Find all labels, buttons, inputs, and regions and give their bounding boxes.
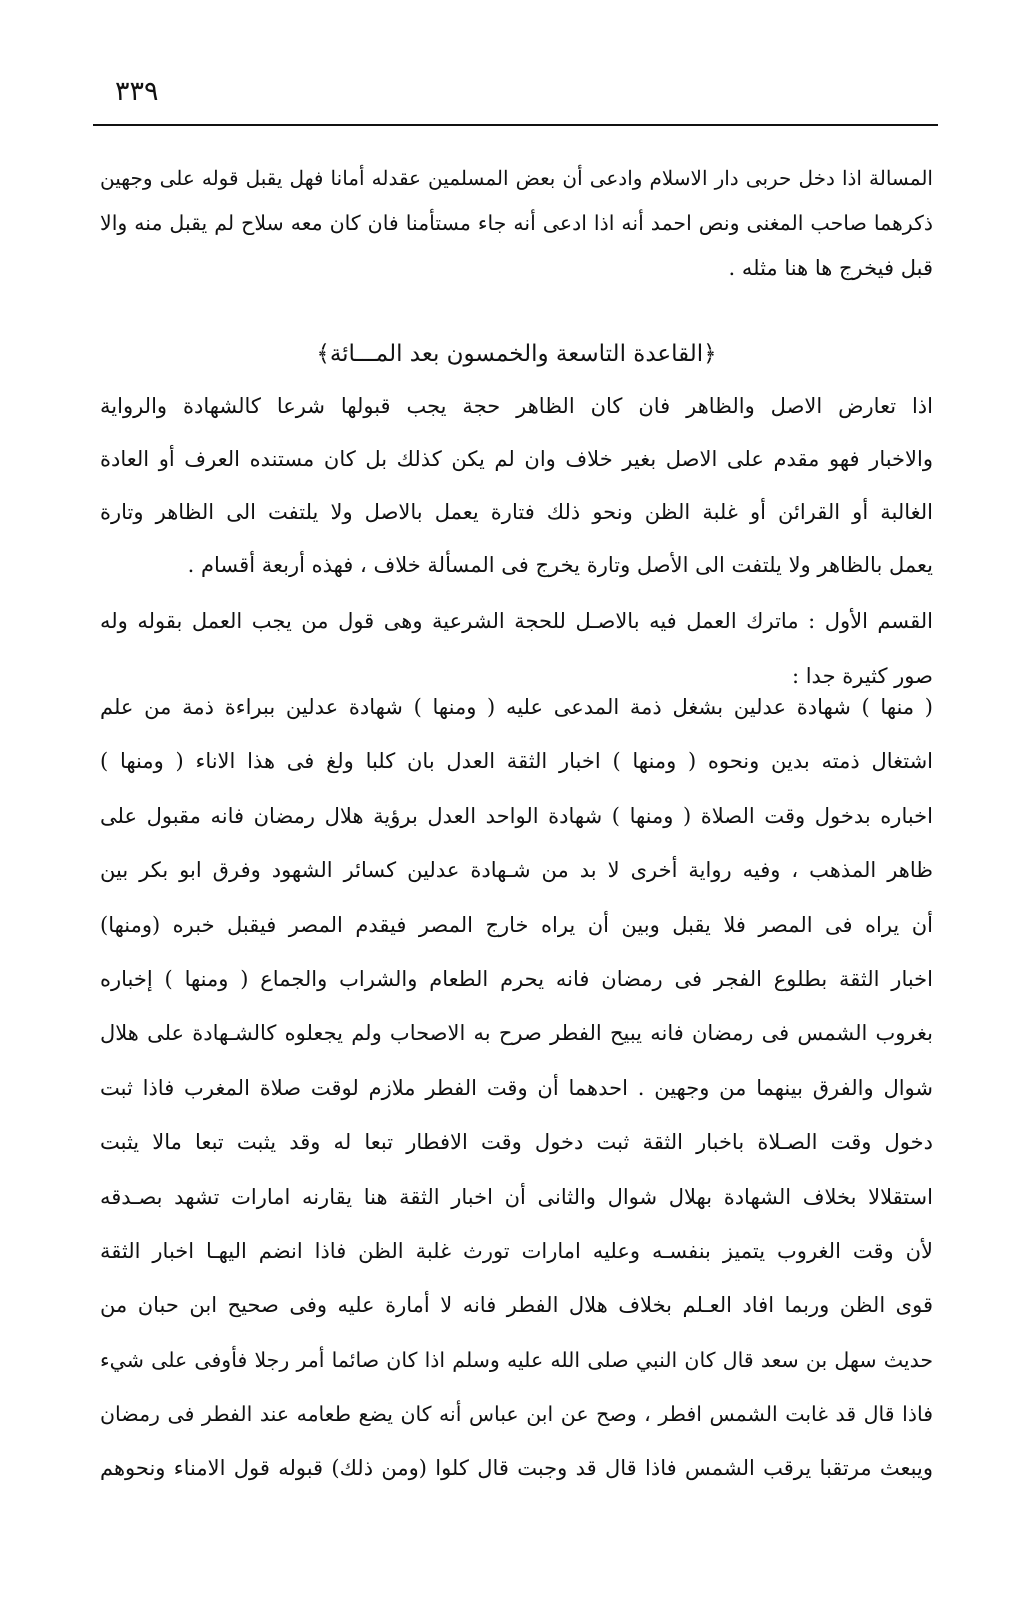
text-line: اشتغال ذمته بدين ونحوه ( ومنها ) اخبار الثقة العدل بان كلبا ولغ فى هذا الاناء ( ومنها ): [100, 749, 933, 774]
text-line: شوال والفرق بينهما من وجهين . احدهما أن وقت الفطر ملازم لوقت صلاة المغرب فاذا ثبت: [100, 1075, 933, 1100]
text-line: قبل فيخرج ها هنا مثله .: [728, 256, 933, 280]
header-rule: [93, 124, 938, 126]
text-line: لأن وقت الغروب يتميز بنفسـه وعليه امارات تورث غلبة الظن فاذا انضم اليهـا اخبار الثقة: [100, 1238, 933, 1263]
intro-paragraph: [100, 156, 933, 291]
text-line: ويبعث مرتقبا يرقب الشمس فاذا قال قد وجبت قال كلوا (ومن ذلك) قبوله قول الامناء ونحوهم: [100, 1456, 933, 1481]
text-line: اذا تعارض الاصل والظاهر فان كان الظاهر حجة يجب قبولها شرعا كالشهادة والرواية: [100, 394, 933, 418]
text-line: ظاهر المذهب ، وفيه رواية أخرى لا بد من شـهادة عدلين كسائر الشهود وفرق ابو بكر بين: [100, 858, 933, 883]
text-line: المسالة اذا دخل حربى دار الاسلام وادعى أن بعض المسلمين عقدله أمانا فهل يقبل قوله على وجهين: [100, 166, 933, 190]
text-line: الغالبة أو القرائن أو غلبة الظن ونحو ذلك فتارة يعمل بالاصل ولا يلتفت الى الظاهر وتارة: [100, 500, 933, 524]
text-line: أن يراه فى المصر فلا يقبل وبين أن يراه خارج المصر فيقدم المصر فيقبل خبره (ومنها): [100, 912, 933, 937]
text-line: بغروب الشمس فى رمضان فانه يبيح الفطر صرح به الاصحاب ولم يجعلوه كالشـهادة على هلال: [100, 1021, 933, 1046]
text-line: ( منها ) شهادة عدلين بشغل ذمة المدعى عليه ( ومنها ) شهادة عدلين ببراءة ذمة من علم: [100, 695, 933, 719]
examples-paragraph: [100, 680, 933, 1496]
text-line: اخبار الثقة بطلوع الفجر فى رمضان فانه يحرم الطعام والشراب والجماع ( ومنها ) إخباره: [100, 966, 933, 991]
text-line: والاخبار فهو مقدم على الاصل بغير خلاف وان لم يكن كذلك بل كان مستنده العرف أو العادة: [100, 447, 933, 471]
text-line: فاذا قال قد غابت الشمس افطر ، وصح عن ابن عباس أنه كان يضع طعامه عند الفطر فى رمضان: [100, 1402, 933, 1427]
rule-paragraph: [100, 380, 933, 592]
text-line: حديث سهل بن سعد قال كان النبي صلى الله عليه وسلم اذا كان صائما أمر رجلا فأوفى على شيء: [100, 1347, 933, 1372]
text-line: القسم الأول : ماترك العمل فيه بالاصـل للحجة الشرعية وهى قول من يجب العمل بقوله وله: [100, 609, 933, 633]
text-line: استقلالا بخلاف الشهادة بهلال شوال والثانى أن اخبار الثقة هنا يقارنه امارات تشهد بصـدقه: [100, 1184, 933, 1209]
text-line: ذكرهما صاحب المغنى ونص احمد أنه اذا ادعى أنه جاء مستأمنا فان كان معه سلاح لم يقبل منه والا: [100, 211, 933, 235]
text-line: قوى الظن وربما افاد العـلم بخلاف هلال الفطر فانه لا أمارة عليه وفى صحيح ابن حبان من: [100, 1293, 933, 1318]
text-line: اخباره بدخول وقت الصلاة ( ومنها ) شهادة الواحد العدل برؤية هلال رمضان فانه مقبول على: [100, 803, 933, 828]
rule-heading: ﴿القاعدة التاسعة والخمسون بعد المـــائة﴾: [316, 341, 717, 367]
text-line: دخول وقت الصـلاة باخبار الثقة ثبت دخول وقت الافطار تبعا له وقد يثبت تبعا مالا يثبت: [100, 1130, 933, 1155]
text-line: يعمل بالظاهر ولا يلتفت الى الأصل وتارة يخرج فى المسألة خلاف ، فهذه أربعة أقسام .: [187, 553, 933, 577]
page-number: ٣٣٩: [115, 76, 159, 107]
text-line: صور كثيرة جدا :: [791, 664, 933, 688]
